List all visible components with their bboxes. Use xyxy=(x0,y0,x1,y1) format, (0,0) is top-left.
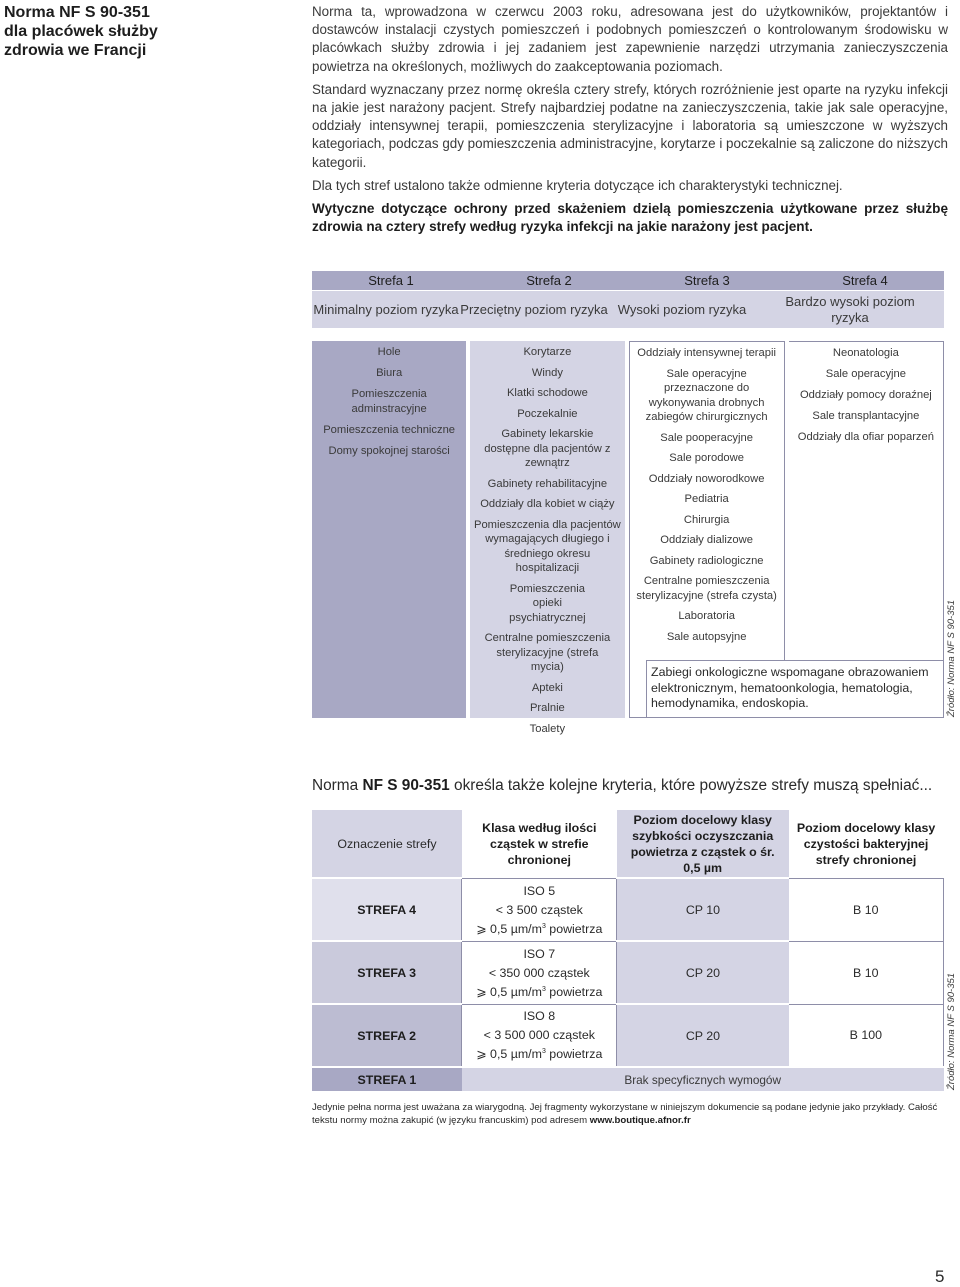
criteria-header: Oznaczenie strefy xyxy=(312,810,462,878)
intro-paragraph: Norma ta, wprowadzona w czerwcu 2003 roku, adresowana jest do użytkowników, projektantów i dostawców instalacji czystych pomieszczeń i podobnych pomieszczeń o kontrolowanym środowisku w placówkach służby zdrowia i jej zadaniem jest zapewnienie narzędzi utrzymania zanieczyszczenia powietrza na określonych, możliwych do zaakceptowania poziomach. xyxy=(312,4,948,74)
intro-text xyxy=(312,3,948,241)
no-requirements: Brak specyficznych wymogów xyxy=(462,1067,944,1091)
particle-size: ⩾ 0,5 $\mu m/m^3$ powietrza xyxy=(476,1047,603,1062)
source-label: Źródło: Norma NF S 90-351 xyxy=(946,972,957,1090)
iso-class: ISO 5 xyxy=(523,883,556,898)
intro-bold-paragraph: Wytyczne dotyczące ochrony przed skażeniem dzielą pomieszczenia użytkowane przez służbę zdrowia na cztery strefy według ryzyka infekcji na jakie narażony jest pacjent. xyxy=(312,201,948,235)
particle-class xyxy=(462,1004,617,1067)
zone-name: STREFA 4 xyxy=(312,878,462,941)
zone2-item: Poczekalnie xyxy=(517,407,578,420)
zone1-item: Pomieszczenia adminstracyjne xyxy=(351,388,427,415)
norm-criteria-heading xyxy=(312,777,932,795)
intro-paragraph: Standard wyznaczany przez normę określa cztery strefy, których rozróżnienie jest oparte na ryzyku infekcji na jakie jest narażony pacjent. Strefy najbardziej podatne na zanieczyszczenia, takie jak sale operacyjne, oddziały intensywnej terapii, pomieszczenia sterylizacyjne i laboratoria są umieszczone w wyższych kategoriach, podczas gdy pomieszczenia administracyjne, korytarze i poczekalnie są zaliczone do niższych kategorii. xyxy=(312,81,948,170)
criteria-header: Poziom docelowy klasy czystości bakteryjnej strefy chronionej xyxy=(789,810,944,878)
zone3-item: Pediatria xyxy=(684,493,729,505)
table-row xyxy=(312,1004,944,1067)
norm-name: NF S 90-351 xyxy=(362,777,450,794)
zone2-item: Gabinety rehabilitacyjne xyxy=(487,477,608,490)
zone2-item: Gabinety lekarskie dostępne dla pacjentów z zewnątrz xyxy=(484,428,611,469)
particle-count: < 3 500 000 cząstek xyxy=(483,1028,595,1043)
norm-prefix: Norma xyxy=(312,777,363,794)
page-number: 5 xyxy=(935,1267,945,1286)
cp-class: CP 20 xyxy=(617,1004,789,1067)
particle-size: ⩾ 0,5 $\mu m/m^3$ powietrza xyxy=(476,921,603,936)
zone3-item: Sale porodowe xyxy=(669,452,744,464)
zone2-item: Apteki xyxy=(531,681,563,694)
zone2-item: Pomieszczenia opieki psychiatrycznej xyxy=(509,582,586,624)
particle-count: < 3 500 cząstek xyxy=(495,902,583,917)
zone3-item: Sale operacyjne przeznaczone do wykonywania drobnych zabiegów chirurgicznych xyxy=(645,367,768,423)
particle-class xyxy=(462,878,617,941)
unit-exponent: 3 xyxy=(541,922,546,930)
cp-class: CP 20 xyxy=(617,941,789,1004)
zone1-item: Biura xyxy=(376,367,403,379)
zone4-item: Neonatologia xyxy=(832,347,899,359)
source-label: Źródło: Norma NF S 90-351 xyxy=(946,599,957,717)
zone-header: Strefa 2 xyxy=(526,273,572,288)
zone3-item: Sale autopsyjne xyxy=(666,630,747,643)
zone3-item: Gabinety radiologiczne xyxy=(649,554,764,567)
zone-name: STREFA 2 xyxy=(312,1004,462,1067)
zone4-item: Oddziały pomocy doraźnej xyxy=(799,389,932,401)
zone4-item: Sale transplantacyjne xyxy=(812,410,920,422)
iso-class: ISO 8 xyxy=(523,1009,556,1024)
zone3-item: Oddziały intensywnej terapii xyxy=(637,347,776,359)
zone2-column xyxy=(470,341,624,735)
particle-count: < 350 000 cząstek xyxy=(488,965,590,980)
zone2-item: Korytarze xyxy=(523,346,572,358)
zone4-item: Sale operacyjne xyxy=(825,368,906,380)
zone2-item: Pomieszczenia dla pacjentów wymagających długiego i średniego okresu hospitalizacji xyxy=(473,518,621,574)
zone2-item: Klatki schodowe xyxy=(506,387,588,399)
zone3-item: Laboratoria xyxy=(678,610,735,622)
b-class: B 10 xyxy=(789,878,944,941)
section-title-line: zdrowia we Francji xyxy=(4,42,147,59)
criteria-header-row xyxy=(312,810,944,878)
zone1-item: Pomieszczenia techniczne xyxy=(323,423,456,436)
zone3-item: Chirurgia xyxy=(683,513,730,526)
table-row xyxy=(312,878,944,941)
zone3-item: Oddziały noworodkowe xyxy=(648,472,765,485)
zone3-item: Oddziały dializowe xyxy=(660,534,753,546)
cp-class: CP 10 xyxy=(617,878,789,941)
risk-level: Wysoki poziom ryzyka xyxy=(617,301,747,317)
zone2-item: Pralnie xyxy=(529,702,565,714)
zone2-item: Oddziały dla kobiet w ciąży xyxy=(480,498,615,510)
iso-class: ISO 7 xyxy=(523,946,556,961)
b-class: B 10 xyxy=(789,941,944,1004)
table-row xyxy=(312,1067,944,1091)
zone-header: Strefa 4 xyxy=(842,273,888,288)
zone3-item: Centralne pomieszczenia sterylizacyjne (strefa czysta) xyxy=(636,575,777,602)
zone4-item: Oddziały dla ofiar poparzeń xyxy=(797,431,934,443)
zones-header-row xyxy=(312,271,944,291)
zones-table-header xyxy=(312,271,944,329)
zone2-item: Centralne pomieszczenia sterylizacyjne (strefa mycia) xyxy=(484,632,611,673)
criteria-header: Poziom docelowy klasy szybkości oczyszczania powietrza z cząstek o śr. 0,5 µm xyxy=(617,810,789,878)
section-title-line: Norma NF S 90-351 xyxy=(4,4,150,21)
b-class: B 100 xyxy=(789,1004,944,1067)
zone-name: STREFA 1 xyxy=(312,1067,462,1091)
zone-header: Strefa 1 xyxy=(368,273,414,288)
norm-suffix: określa także kolejne kryteria, które powyższe strefy muszą spełniać... xyxy=(449,777,933,794)
criteria-table xyxy=(312,810,944,1091)
criteria-header: Klasa według ilości cząstek w strefie chronionej xyxy=(462,810,617,878)
zone1-item: Hole xyxy=(377,346,401,358)
zone1-column xyxy=(312,341,466,718)
risk-level: Bardzo wysoki poziom ryzyka xyxy=(785,293,915,325)
footnote-text: Jedynie pełna norma jest uważana za wiarygodną. Jej fragmenty wykorzystane w niniejszym dokumencie są podane jedynie jako przykłady. Całość tekstu normy można zakupić (w języku francuskim) pod adresem xyxy=(312,1102,938,1126)
risk-level-row xyxy=(312,291,944,329)
zone3-item: Sale pooperacyjne xyxy=(660,431,753,444)
section-title xyxy=(4,3,174,60)
particle-size: ⩾ 0,5 $\mu m/m^3$ powietrza xyxy=(476,984,603,999)
zone-name: STREFA 3 xyxy=(312,941,462,1004)
afnor-link[interactable]: www.boutique.afnor.fr xyxy=(589,1115,691,1126)
zone3-4-note: Zabiegi onkologiczne wspomagane obrazowaniem elektronicznym, hematoonkologia, hematologia, hemodynamika, endoskopia. xyxy=(646,660,944,718)
zone2-item: Windy xyxy=(531,366,563,379)
zone1-item: Domy spokojnej starości xyxy=(328,444,450,457)
unit-exponent: 3 xyxy=(541,985,546,993)
table-row xyxy=(312,941,944,1004)
intro-paragraph: Dla tych stref ustalono także odmienne kryteria dotyczące ich charakterystyki technicznej. xyxy=(312,177,843,193)
risk-level: Przeciętny poziom ryzyka xyxy=(460,301,608,317)
footnote xyxy=(312,1101,942,1127)
particle-class xyxy=(462,941,617,1004)
zone-header: Strefa 3 xyxy=(684,273,730,288)
section-title-line: dla placówek służby xyxy=(4,23,158,40)
risk-level: Minimalny poziom ryzyka xyxy=(313,301,459,317)
zone2-item: Toalety xyxy=(529,722,566,735)
unit-exponent: 3 xyxy=(541,1048,546,1056)
